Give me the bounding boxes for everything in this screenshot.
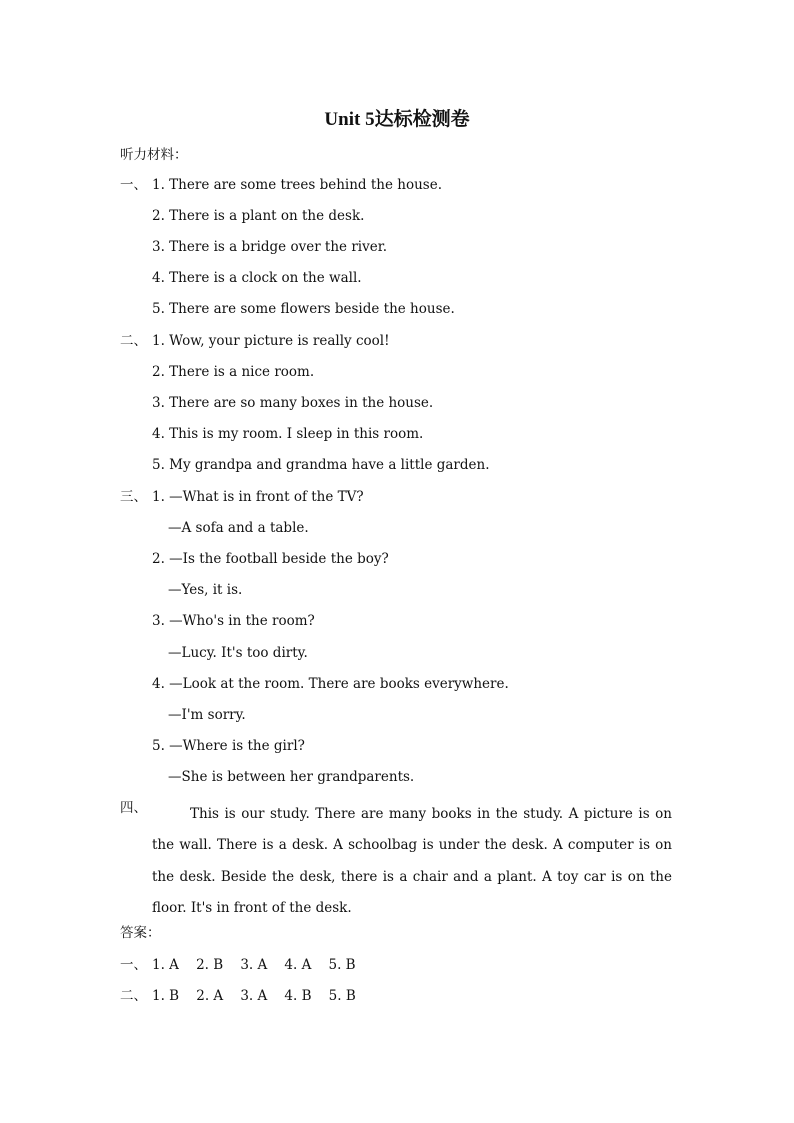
section3-answer-5: —She is between her grandparents. (168, 769, 415, 785)
section3-answer-2: —Yes, it is. (168, 582, 243, 598)
answers-1-marker: 一、 (120, 957, 147, 973)
section1-item-1: 1. There are some trees behind the house. (152, 177, 442, 193)
section1-item-3: 3. There is a bridge over the river. (152, 239, 387, 255)
section2-item-2: 2. There is a nice room. (152, 364, 315, 380)
answers-1-text: 1. A 2. B 3. A 4. A 5. B (152, 957, 356, 973)
document-title: Unit 5达标检测卷 (324, 109, 470, 130)
section3-answer-3: —Lucy. It's too dirty. (168, 645, 308, 661)
section2-item-1: 1. Wow, your picture is really cool! (152, 333, 390, 349)
section2-marker: 二、 (120, 333, 147, 349)
answers-heading: 答案： (120, 925, 161, 941)
section3-marker: 三、 (120, 489, 147, 505)
section2-item-3: 3. There are so many boxes in the house. (152, 395, 434, 411)
section2-item-5: 5. My grandpa and grandma have a little garden. (152, 457, 490, 473)
section1-marker: 一、 (120, 177, 147, 193)
section2-item-4: 4. This is my room. I sleep in this room. (152, 426, 424, 442)
answers-2-marker: 二、 (120, 988, 147, 1004)
section1-item-4: 4. There is a clock on the wall. (152, 270, 362, 286)
section4-passage-text: This is our study. There are many books in the study. A picture is on the wall. There is a desk. A schoolbag is under the desk. A computer is on the desk. Beside the desk, there is a chair and a plant. A toy car is on the floor. It's in front of the desk. (152, 806, 672, 916)
section4-passage (152, 799, 672, 924)
answers-2-text: 1. B 2. A 3. A 4. B 5. B (152, 988, 356, 1004)
section4-marker: 四、 (120, 800, 147, 816)
section3-question-2: 2. —Is the football beside the boy? (152, 551, 389, 567)
listening-heading: 听力材料： (120, 147, 188, 163)
section1-item-2: 2. There is a plant on the desk. (152, 208, 365, 224)
section1-item-5: 5. There are some flowers beside the house. (152, 301, 455, 317)
section3-question-4: 4. —Look at the room. There are books everywhere. (152, 676, 509, 692)
section3-question-3: 3. —Who's in the room? (152, 613, 315, 629)
section3-question-5: 5. —Where is the girl? (152, 738, 305, 754)
section3-question-1: 1. —What is in front of the TV? (152, 489, 364, 505)
section3-answer-1: —A sofa and a table. (168, 520, 309, 536)
section3-answer-4: —I'm sorry. (168, 707, 246, 723)
